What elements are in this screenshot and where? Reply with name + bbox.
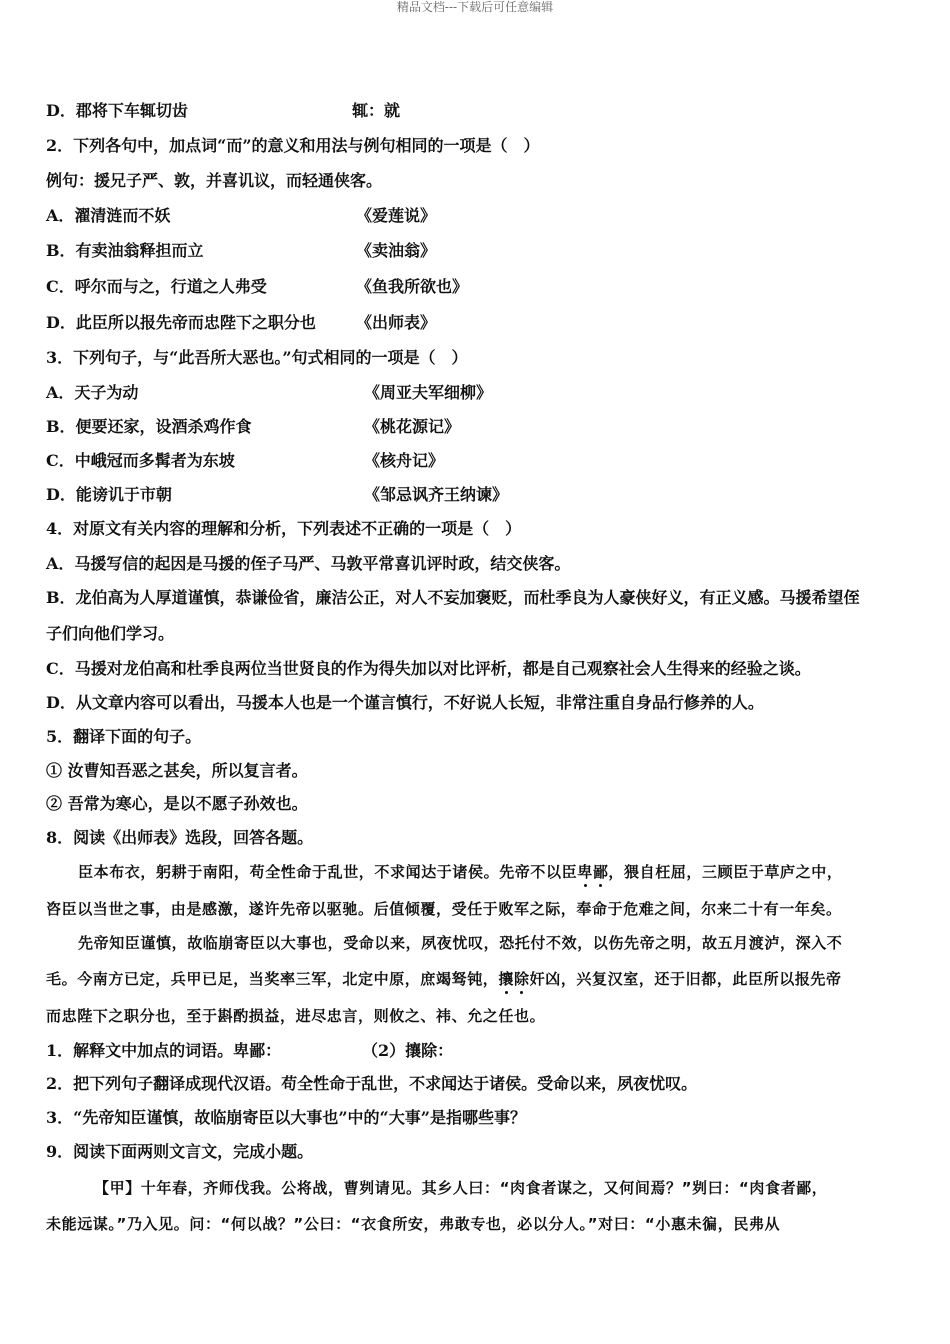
page-header: 精品文档---下载后可任意编辑: [396, 0, 554, 14]
q5-stem: 5．翻译下面的句子。: [46, 727, 202, 746]
q1-option-d-note: 辄：就: [352, 101, 401, 120]
option-text: D．能谤讥于市朝: [46, 485, 172, 504]
q4-option-d: D．从文章内容可以看出，马援本人也是一个谨言慎行，不好说人长短，非常注重自身品行修养的人。: [46, 693, 764, 712]
q8-passage-p2-line2: [46, 969, 842, 989]
q2-stem: 2．下列各句中，加点词“而”的意义和用法与例句相同的一项是（ ）: [46, 136, 540, 155]
option-source: 《鱼我所欲也》: [356, 277, 469, 296]
passage-text: 臣本布衣，躬耕于南阳，苟全性命于乱世，不求闻达于诸侯。先帝不以臣: [78, 863, 578, 881]
q4-option-a: A．马援写信的起因是马援的侄子马严、马敦平常喜讥评时政，结交侠客。: [46, 554, 571, 573]
q9-passage-line2: 未能远谋。”乃入见。问：“何以战？”公曰：“衣食所安，弗敢专也，必以分人。”对曰：“小惠未徧，民弗从: [46, 1215, 781, 1233]
q9-passage-line1: 【甲】十年春，齐师伐我。公将战，曹刿请见。其乡人曰：“肉食者谋之，又何间焉？”刿曰：“肉食者鄙，: [94, 1179, 828, 1197]
q8-sub3: 3．“先帝知臣谨慎，故临崩寄臣以大事也”中的“大事”是指哪些事？: [46, 1108, 526, 1127]
q8-passage-p1-line2: 咨臣以当世之事，由是感激，遂许先帝以驱驰。后值倾覆，受任于败军之际，奉命于危难之间，尔来二十有一年矣。: [46, 900, 842, 918]
q8-passage-p2-line3: 而忠陛下之职分也，至于斟酌损益，进尽忠言，则攸之、祎、允之任也。: [46, 1007, 546, 1025]
option-text: B．便要还家，设酒杀鸡作食: [46, 417, 252, 436]
option-text: C．呼尔而与之，行道之人弗受: [46, 277, 267, 296]
option-source: 《桃花源记》: [364, 417, 461, 436]
q5-sentence-2: ② 吾常为寒心，是以不愿子孙效也。: [46, 794, 308, 813]
q8-stem: 8．阅读《出师表》选段，回答各题。: [46, 828, 314, 847]
q2-option-a: [46, 206, 437, 226]
q3-stem: 3．下列句子，与“此吾所大恶也。”句式相同的一项是（ ）: [46, 348, 468, 367]
option-source: 《核舟记》: [364, 451, 445, 470]
q4-option-b-line1: B．龙伯高为人厚道谨慎，恭谦俭省，廉洁公正，对人不妄加褒贬，而杜季良为人豪侠好义，有正义感。马援希望侄: [46, 588, 860, 607]
q2-option-c: [46, 277, 469, 297]
q3-option-a: [46, 383, 493, 403]
option-source: 《卖油翁》: [356, 241, 437, 260]
sub-question-part2: （2）攘除：: [362, 1041, 454, 1060]
option-text: A．天子为动: [46, 383, 139, 402]
option-source: 《邹忌讽齐王纳谏》: [364, 485, 509, 504]
option-text: C．中峨冠而多髯者为东坡: [46, 451, 235, 470]
q9-stem: 9．阅读下面两则文言文，完成小题。: [46, 1142, 314, 1161]
q4-option-b-line2: 子们向他们学习。: [46, 624, 175, 643]
q3-option-c: [46, 451, 445, 471]
q3-option-b: [46, 417, 461, 437]
dotted-char: 除: [514, 970, 530, 988]
q4-stem: 4．对原文有关内容的理解和分析，下列表述不正确的一项是（ ）: [46, 519, 522, 538]
q2-example: 例句：援兄子严、敦，并喜讥议，而轻通侠客。: [46, 171, 383, 190]
sub-question-text: 1．解释文中加点的词语。卑鄙：: [46, 1041, 282, 1060]
q8-passage-p2-line1: 先帝知臣谨慎，故临崩寄臣以大事也，受命以来，夙夜忧叹，恐托付不效，以伤先帝之明，故五月渡泸，深入不: [78, 934, 843, 952]
q5-sentence-1: ① 汝曹知吾恶之甚矣，所以复言者。: [46, 761, 308, 780]
q8-sub2: 2．把下列句子翻译成现代汉语。苟全性命于乱世，不求闻达于诸侯。受命以来，夙夜忧叹。: [46, 1074, 698, 1093]
option-source: 《出师表》: [356, 313, 437, 332]
dotted-char: 鄙: [592, 863, 609, 881]
passage-text: 奸凶，兴复汉室，还于旧都，此臣所以报先帝: [529, 970, 842, 988]
dotted-char: 卑: [577, 863, 593, 881]
q8-passage-p1-line1: [78, 862, 842, 882]
q2-option-d: [46, 313, 437, 333]
option-source: 《周亚夫军细柳》: [364, 383, 493, 402]
q4-option-c: C．马援对龙伯高和杜季良两位当世贤良的作为得失加以对比评析，都是自己观察社会人生得来的经验之谈。: [46, 659, 811, 678]
q1-option-d: [46, 101, 401, 121]
q8-sub1: [46, 1041, 454, 1061]
option-source: 《爱莲说》: [356, 206, 437, 225]
q2-option-b: [46, 241, 437, 261]
q1-option-d-text: D．郡将下车辄切齿: [46, 101, 188, 120]
passage-text: ，猥自枉屈，三顾臣于草庐之中，: [608, 863, 843, 881]
option-text: B．有卖油翁释担而立: [46, 241, 204, 260]
option-text: A．濯清涟而不妖: [46, 206, 171, 225]
dotted-char: 攘: [498, 970, 515, 988]
q3-option-d: [46, 485, 509, 505]
option-text: D．此臣所以报先帝而忠陛下之职分也: [46, 313, 316, 332]
passage-text: 毛。今南方已定，兵甲已足，当奖率三军，北定中原，庶竭驽钝，: [46, 970, 499, 988]
